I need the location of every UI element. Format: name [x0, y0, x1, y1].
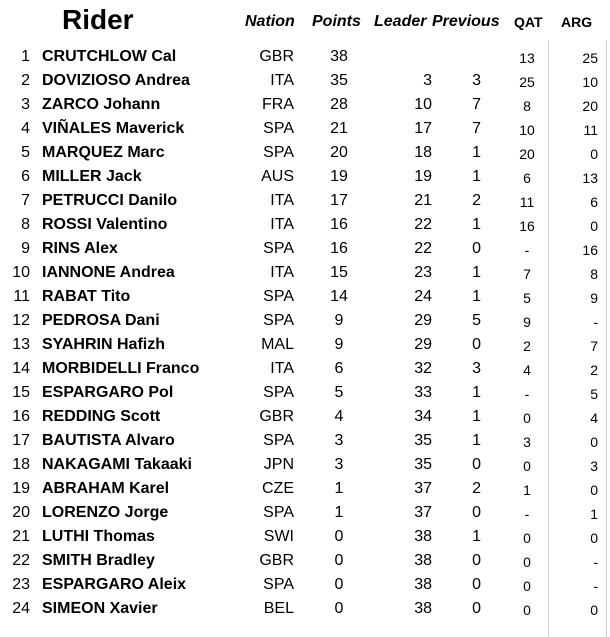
previous-header: Previous	[432, 13, 500, 30]
points-cell: 4	[334, 408, 344, 425]
points-cell: 20	[330, 144, 348, 161]
arg-points-cell: -	[593, 314, 598, 330]
previous-gap-cell: 1	[472, 288, 481, 305]
qat-header: QAT	[514, 14, 543, 30]
nation-cell: AUS	[261, 168, 294, 185]
arg-points-cell: 0	[590, 146, 598, 162]
arg-points-cell: 16	[582, 242, 598, 258]
rider-name-cell: CRUTCHLOW Cal	[42, 48, 177, 65]
position-cell: 15	[12, 384, 30, 401]
table-row	[0, 597, 610, 621]
table-row	[0, 93, 610, 117]
position-cell: 21	[12, 528, 30, 545]
qat-points-cell: 2	[523, 338, 531, 354]
arg-points-cell: 20	[582, 98, 598, 114]
position-cell: 4	[21, 120, 30, 137]
position-cell: 7	[21, 192, 30, 209]
rider-name-cell: RINS Alex	[42, 240, 118, 257]
leader-gap-cell: 22	[414, 216, 432, 233]
qat-points-cell: 1	[523, 482, 531, 498]
points-cell: 9	[334, 336, 344, 353]
position-cell: 9	[21, 240, 30, 257]
arg-points-cell: 0	[590, 434, 598, 450]
position-cell: 23	[12, 576, 30, 593]
nation-cell: JPN	[263, 456, 294, 473]
rider-name-cell: PEDROSA Dani	[42, 312, 160, 329]
arg-points-cell: 3	[590, 458, 598, 474]
arg-points-cell: 0	[590, 602, 598, 618]
rider-name-cell: MORBIDELLI Franco	[42, 360, 200, 377]
position-cell: 2	[21, 72, 30, 89]
qat-points-cell: 4	[523, 362, 531, 378]
table-row	[0, 429, 610, 453]
qat-points-cell: 0	[523, 554, 531, 570]
rider-name-cell: MARQUEZ Marc	[42, 144, 165, 161]
previous-gap-cell: 7	[472, 96, 481, 113]
points-cell: 0	[334, 552, 344, 569]
qat-points-cell: 16	[519, 218, 535, 234]
previous-gap-cell: 5	[472, 312, 481, 329]
rider-name-cell: DOVIZIOSO Andrea	[42, 72, 190, 89]
arg-points-cell: 5	[590, 386, 598, 402]
position-cell: 20	[12, 504, 30, 521]
qat-points-cell: 25	[519, 74, 535, 90]
arg-points-cell: -	[593, 554, 598, 570]
points-cell: 21	[330, 120, 348, 137]
nation-cell: FRA	[262, 96, 294, 113]
leader-gap-cell: 18	[414, 144, 432, 161]
position-cell: 1	[21, 48, 30, 65]
table-row	[0, 141, 610, 165]
arg-points-cell: 8	[590, 266, 598, 282]
position-cell: 17	[12, 432, 30, 449]
leader-gap-cell: 3	[423, 72, 432, 89]
points-cell: 19	[330, 168, 348, 185]
points-cell: 1	[334, 504, 344, 521]
rider-name-cell: RABAT Tito	[42, 288, 131, 305]
previous-gap-cell: 0	[472, 336, 481, 353]
previous-gap-cell: 3	[472, 360, 481, 377]
arg-points-cell: 0	[590, 482, 598, 498]
nation-cell: SPA	[263, 576, 294, 593]
arg-points-cell: 1	[590, 506, 598, 522]
leader-gap-cell: 35	[414, 456, 432, 473]
leader-gap-cell: 34	[414, 408, 432, 425]
position-cell: 8	[21, 216, 30, 233]
rider-name-cell: LORENZO Jorge	[42, 504, 169, 521]
qat-points-cell: 20	[519, 146, 535, 162]
previous-gap-cell: 2	[472, 192, 481, 209]
rider-name-cell: SMITH Bradley	[42, 552, 155, 569]
points-cell: 5	[334, 384, 344, 401]
nation-cell: GBR	[259, 552, 294, 569]
nation-cell: GBR	[259, 408, 294, 425]
position-cell: 13	[12, 336, 30, 353]
arg-points-cell: 10	[582, 74, 598, 90]
arg-points-cell: 2	[590, 362, 598, 378]
position-cell: 6	[21, 168, 30, 185]
position-cell: 22	[12, 552, 30, 569]
rider-name-cell: MILLER Jack	[42, 168, 142, 185]
table-row	[0, 285, 610, 309]
points-cell: 16	[330, 240, 348, 257]
qat-points-cell: -	[524, 386, 530, 402]
qat-points-cell: -	[524, 506, 530, 522]
rider-name-cell: NAKAGAMI Takaaki	[42, 456, 192, 473]
leader-gap-cell: 22	[414, 240, 432, 257]
previous-gap-cell: 1	[472, 384, 481, 401]
position-cell: 16	[12, 408, 30, 425]
points-cell: 1	[334, 480, 344, 497]
previous-gap-cell: 1	[472, 264, 481, 281]
nation-cell: SPA	[263, 312, 294, 329]
leader-gap-cell: 19	[414, 168, 432, 185]
leader-gap-cell: 21	[414, 192, 432, 209]
rider-name-cell: ROSSI Valentino	[42, 216, 168, 233]
points-cell: 0	[334, 576, 344, 593]
nation-cell: SPA	[263, 432, 294, 449]
nation-cell: SPA	[263, 120, 294, 137]
leader-gap-cell: 29	[414, 312, 432, 329]
leader-gap-cell: 38	[414, 576, 432, 593]
rider-name-cell: BAUTISTA Alvaro	[42, 432, 175, 449]
qat-points-cell: 11	[519, 194, 535, 210]
table-row	[0, 405, 610, 429]
leader-header: Leader	[374, 13, 427, 30]
table-row	[0, 525, 610, 549]
rider-name-cell: IANNONE Andrea	[42, 264, 175, 281]
points-header: Points	[312, 13, 361, 30]
nation-cell: ITA	[270, 216, 294, 233]
qat-points-cell: 0	[523, 410, 531, 426]
qat-points-cell: 9	[523, 314, 531, 330]
table-row	[0, 45, 610, 69]
previous-gap-cell: 0	[472, 504, 481, 521]
table-row	[0, 117, 610, 141]
table-row	[0, 573, 610, 597]
previous-gap-cell: 1	[472, 432, 481, 449]
leader-gap-cell: 17	[414, 120, 432, 137]
leader-gap-cell: 38	[414, 552, 432, 569]
points-cell: 35	[330, 72, 348, 89]
previous-gap-cell: 1	[472, 408, 481, 425]
arg-points-cell: 13	[582, 170, 598, 186]
nation-cell: SPA	[263, 288, 294, 305]
arg-points-cell: 25	[582, 50, 598, 66]
leader-gap-cell: 38	[414, 528, 432, 545]
position-cell: 11	[13, 288, 30, 305]
points-cell: 38	[330, 48, 348, 65]
arg-points-cell: 9	[590, 290, 598, 306]
rider-name-cell: ZARCO Johann	[42, 96, 161, 113]
points-cell: 0	[334, 600, 344, 617]
table-row	[0, 477, 610, 501]
qat-points-cell: 3	[523, 434, 531, 450]
qat-points-cell: 0	[523, 530, 531, 546]
table-row	[0, 309, 610, 333]
nation-cell: ITA	[270, 264, 294, 281]
leader-gap-cell: 32	[414, 360, 432, 377]
table-row	[0, 213, 610, 237]
nation-cell: BEL	[263, 600, 294, 617]
qat-points-cell: 6	[523, 170, 531, 186]
arg-points-cell: 0	[590, 530, 598, 546]
table-row	[0, 189, 610, 213]
table-row	[0, 501, 610, 525]
rider-header: Rider	[62, 4, 134, 35]
arg-header: ARG	[561, 14, 593, 30]
leader-gap-cell: 29	[414, 336, 432, 353]
qat-points-cell: 5	[523, 290, 531, 306]
arg-points-cell: 11	[583, 122, 598, 138]
nation-cell: SPA	[263, 504, 294, 521]
points-cell: 15	[330, 264, 348, 281]
qat-points-cell: 7	[523, 266, 531, 282]
table-row	[0, 165, 610, 189]
position-cell: 12	[12, 312, 30, 329]
previous-gap-cell: 1	[472, 528, 481, 545]
qat-points-cell: 13	[519, 50, 535, 66]
nation-cell: CZE	[262, 480, 294, 497]
table-row	[0, 261, 610, 285]
rider-name-cell: ABRAHAM Karel	[42, 480, 170, 497]
leader-gap-cell: 35	[414, 432, 432, 449]
previous-gap-cell: 0	[472, 600, 481, 617]
previous-gap-cell: 3	[472, 72, 481, 89]
table-header	[0, 0, 610, 40]
table-row	[0, 237, 610, 261]
table-row	[0, 357, 610, 381]
points-cell: 3	[334, 432, 344, 449]
arg-points-cell: -	[593, 578, 598, 594]
leader-gap-cell: 37	[414, 480, 432, 497]
points-cell: 17	[330, 192, 348, 209]
position-cell: 19	[12, 480, 30, 497]
position-cell: 14	[12, 360, 30, 377]
points-cell: 9	[334, 312, 344, 329]
rider-name-cell: REDDING Scott	[42, 408, 161, 425]
nation-cell: MAL	[261, 336, 294, 353]
arg-points-cell: 6	[590, 194, 598, 210]
leader-gap-cell: 10	[414, 96, 432, 113]
previous-gap-cell: 2	[472, 480, 481, 497]
nation-header: Nation	[245, 13, 295, 30]
table-row	[0, 549, 610, 573]
previous-gap-cell: 0	[472, 456, 481, 473]
position-cell: 3	[21, 96, 30, 113]
previous-gap-cell: 0	[472, 240, 481, 257]
qat-points-cell: 0	[523, 458, 531, 474]
qat-points-cell: 8	[523, 98, 531, 114]
qat-points-cell: -	[524, 242, 530, 258]
previous-gap-cell: 1	[472, 216, 481, 233]
points-cell: 3	[334, 456, 344, 473]
nation-cell: ITA	[270, 72, 294, 89]
nation-cell: SPA	[263, 384, 294, 401]
rider-name-cell: SYAHRIN Hafizh	[42, 336, 165, 353]
points-cell: 6	[334, 360, 344, 377]
table-row	[0, 333, 610, 357]
rider-name-cell: PETRUCCI Danilo	[42, 192, 178, 209]
leader-gap-cell: 23	[414, 264, 432, 281]
previous-gap-cell: 0	[472, 552, 481, 569]
table-row	[0, 453, 610, 477]
points-cell: 0	[334, 528, 344, 545]
rider-name-cell: LUTHI Thomas	[42, 528, 155, 545]
previous-gap-cell: 7	[472, 120, 481, 137]
leader-gap-cell: 24	[414, 288, 432, 305]
arg-points-cell: 7	[590, 338, 598, 354]
nation-cell: GBR	[259, 48, 294, 65]
previous-gap-cell: 0	[472, 576, 481, 593]
position-cell: 10	[12, 264, 30, 281]
points-cell: 16	[330, 216, 348, 233]
rider-name-cell: ESPARGARO Aleix	[42, 576, 187, 593]
leader-gap-cell: 38	[414, 600, 432, 617]
qat-points-cell: 10	[519, 122, 535, 138]
points-cell: 14	[330, 288, 348, 305]
position-cell: 18	[12, 456, 30, 473]
position-cell: 5	[21, 144, 30, 161]
rider-name-cell: ESPARGARO Pol	[42, 384, 174, 401]
rider-name-cell: VIÑALES Maverick	[42, 120, 185, 137]
table-row	[0, 69, 610, 93]
leader-gap-cell: 33	[414, 384, 432, 401]
nation-cell: ITA	[270, 360, 294, 377]
nation-cell: ITA	[270, 192, 294, 209]
previous-gap-cell: 1	[472, 144, 481, 161]
nation-cell: SPA	[263, 240, 294, 257]
points-cell: 28	[330, 96, 348, 113]
leader-gap-cell: 37	[414, 504, 432, 521]
nation-cell: SPA	[263, 144, 294, 161]
rider-name-cell: SIMEON Xavier	[42, 600, 158, 617]
table-row	[0, 381, 610, 405]
previous-gap-cell: 1	[472, 168, 481, 185]
qat-points-cell: 0	[523, 602, 531, 618]
nation-cell: SWI	[263, 528, 294, 545]
qat-points-cell: 0	[523, 578, 531, 594]
arg-points-cell: 0	[590, 218, 598, 234]
arg-points-cell: 4	[590, 410, 598, 426]
position-cell: 24	[12, 600, 30, 617]
